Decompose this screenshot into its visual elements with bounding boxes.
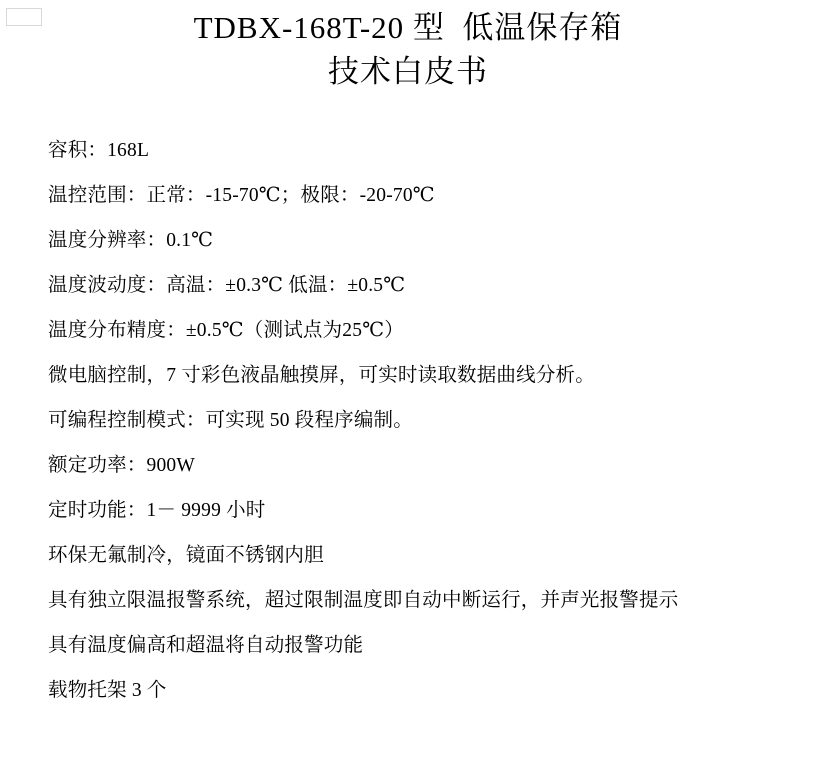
page-corner-mark — [6, 8, 42, 26]
spec-item-controller: 微电脑控制，7 寸彩色液晶触摸屏，可实时读取数据曲线分析。 — [48, 365, 595, 386]
spec-item-shelves: 载物托架 3 个 — [48, 680, 167, 701]
spec-item-over-temperature-alarm: 具有温度偏高和超温将自动报警功能 — [48, 635, 364, 656]
spec-item-program-mode: 可编程控制模式：可实现 50 段程序编制。 — [48, 410, 413, 431]
spec-item-volume: 容积：168L — [48, 140, 150, 161]
spec-item-temperature-uniformity: 温度分布精度：±0.5℃（测试点为25℃） — [48, 320, 404, 341]
specification-list — [0, 128, 816, 713]
spec-item-temperature-resolution: 温度分辨率：0.1℃ — [48, 230, 214, 251]
spec-item-timer: 定时功能：1－ 9999 小时 — [48, 500, 266, 521]
spec-item-alarm-system: 具有独立限温报警系统，超过限制温度即自动中断运行，并声光报警提示 — [48, 590, 679, 611]
document-title — [0, 0, 816, 94]
title-line-2: 技术白皮书 — [328, 54, 488, 89]
title-line-1: TDBX-168T-20 型 低温保存箱 — [193, 10, 623, 45]
spec-item-temperature-fluctuation: 温度波动度：高温：±0.3℃ 低温：±0.5℃ — [48, 275, 406, 296]
spec-item-temperature-range: 温控范围：正常：-15-70℃；极限：-20-70℃ — [48, 185, 435, 206]
spec-item-rated-power: 额定功率：900W — [48, 455, 195, 476]
spec-item-refrigeration: 环保无氟制冷，镜面不锈钢内胆 — [48, 545, 324, 566]
